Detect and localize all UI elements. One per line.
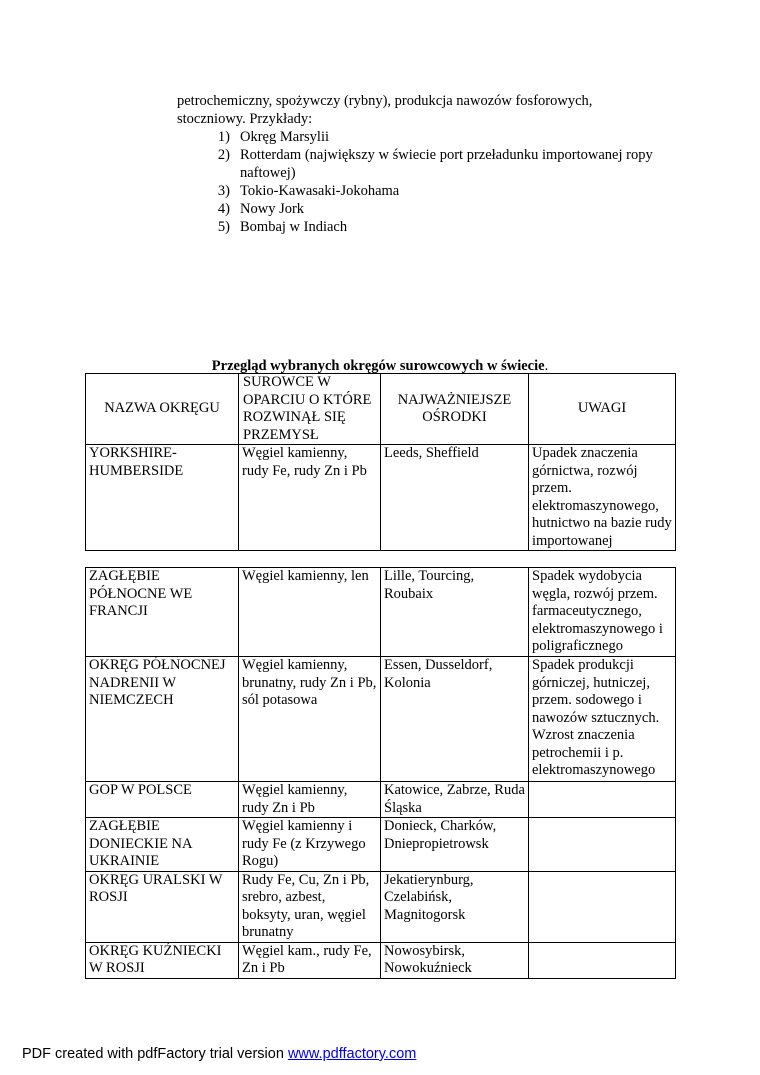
cell-centers: Leeds, Sheffield	[381, 445, 529, 551]
list-number: 5)	[217, 219, 230, 235]
regions-table	[85, 567, 676, 979]
header-raw-materials: SUROWCE W OPARCIU O KTÓRE ROZWINĄŁ SIĘ PRZEMYSŁ	[239, 374, 381, 445]
list-text: Nowy Jork	[240, 201, 305, 217]
cell-name: OKRĘG KUŹNIECKI W ROSJI	[86, 942, 239, 978]
table-row	[86, 568, 676, 657]
intro-line-1: petrochemiczny, spożywczy (rybny), produkcja nawozów fosforowych,	[177, 93, 593, 109]
cell-centers: Essen, Dusseldorf, Kolonia	[381, 657, 529, 782]
header-centers: NAJWAŻNIEJSZE OŚRODKI	[381, 374, 529, 445]
table-title-period: .	[544, 358, 549, 374]
examples-list	[177, 128, 677, 236]
cell-name: YORKSHIRE-HUMBERSIDE	[86, 445, 239, 551]
cell-name: GOP W POLSCE	[86, 782, 239, 818]
list-text: Rotterdam (największy w świecie port przeładunku importowanej ropy naftowej)	[240, 147, 653, 181]
cell-name: OKRĘG URALSKI W ROSJI	[86, 871, 239, 942]
cell-notes	[529, 871, 676, 942]
cell-centers: Nowosybirsk, Nowokuźnieck	[381, 942, 529, 978]
cell-notes: Upadek znaczenia górnictwa, rozwój przem. elektromaszynowego, hutnictwo na bazie rudy importowanej	[529, 445, 676, 551]
pdf-footer	[22, 1045, 416, 1063]
cell-raw: Rudy Fe, Cu, Zn i Pb, srebro, azbest, boksyty, uran, węgiel brunatny	[239, 871, 381, 942]
intro-line-2: stoczniowy. Przykłady:	[177, 111, 313, 127]
cell-notes: Spadek produkcji górniczej, hutniczej, przem. sodowego i nawozów sztucznych. Wzrost znaczenia petrochemii i p. elektromaszynowego	[529, 657, 676, 782]
cell-centers: Lille, Tourcing, Roubaix	[381, 568, 529, 657]
header-name: NAZWA OKRĘGU	[86, 374, 239, 445]
list-number: 3)	[217, 183, 230, 199]
cell-name: ZAGŁĘBIE DONIECKIE NA UKRAINIE	[86, 818, 239, 872]
list-item	[177, 218, 677, 236]
table-row	[86, 871, 676, 942]
cell-centers: Donieck, Charków, Dniepropietrowsk	[381, 818, 529, 872]
list-item	[177, 182, 677, 200]
table-row	[86, 818, 676, 872]
cell-notes	[529, 782, 676, 818]
list-number: 1)	[217, 129, 230, 145]
cell-name: ZAGŁĘBIE PÓŁNOCNE WE FRANCJI	[86, 568, 239, 657]
table-row	[86, 942, 676, 978]
cell-name: OKRĘG PÓŁNOCNEJ NADRENII W NIEMCZECH	[86, 657, 239, 782]
cell-notes	[529, 942, 676, 978]
cell-raw: Węgiel kamienny i rudy Fe (z Krzywego Rogu)	[239, 818, 381, 872]
table-row	[86, 782, 676, 818]
list-number: 4)	[217, 201, 230, 217]
list-number: 2)	[217, 147, 230, 163]
cell-raw: Węgiel kamienny, rudy Fe, rudy Zn i Pb	[239, 445, 381, 551]
footer-text: PDF created with pdfFactory trial version	[22, 1046, 288, 1062]
list-item	[177, 146, 677, 182]
regions-table-header	[85, 373, 676, 551]
table-row	[86, 445, 676, 551]
table-row	[86, 657, 676, 782]
table-title-text: Przegląd wybranych okręgów surowcowych w świecie	[211, 358, 545, 374]
cell-raw: Węgiel kamienny, rudy Zn i Pb	[239, 782, 381, 818]
intro-section	[177, 92, 677, 236]
pdffactory-link[interactable]: www.pdffactory.com	[287, 1046, 417, 1062]
cell-notes: Spadek wydobycia węgla, rozwój przem. farmaceutycznego, elektromaszynowego i poligraficznego	[529, 568, 676, 657]
cell-raw: Węgiel kam., rudy Fe, Zn i Pb	[239, 942, 381, 978]
cell-centers: Katowice, Zabrze, Ruda Śląska	[381, 782, 529, 818]
list-text: Tokio-Kawasaki-Jokohama	[240, 183, 400, 199]
cell-raw: Węgiel kamienny, brunatny, rudy Zn i Pb, sól potasowa	[239, 657, 381, 782]
list-text: Bombaj w Indiach	[240, 219, 348, 235]
list-item	[177, 200, 677, 218]
list-text: Okręg Marsylii	[240, 129, 329, 145]
header-row	[86, 374, 676, 445]
list-item	[177, 128, 677, 146]
cell-notes	[529, 818, 676, 872]
cell-centers: Jekatierynburg, Czelabińsk, Magnitogorsk	[381, 871, 529, 942]
cell-raw: Węgiel kamienny, len	[239, 568, 381, 657]
header-notes: UWAGI	[529, 374, 676, 445]
